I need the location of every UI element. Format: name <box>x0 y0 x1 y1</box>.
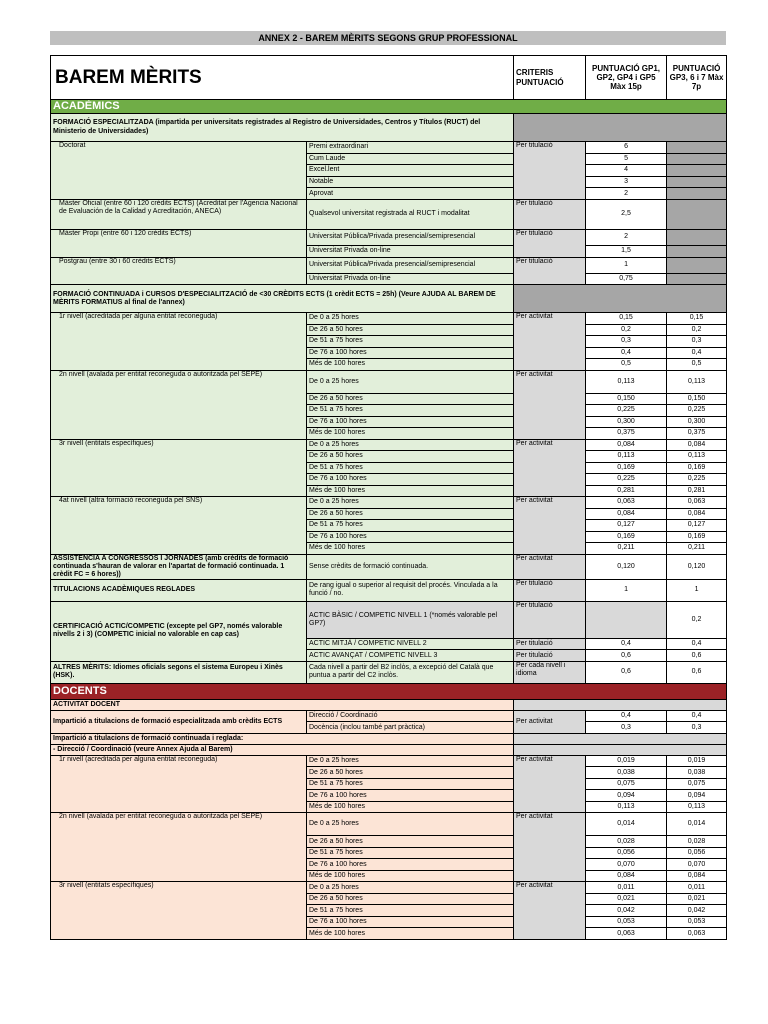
row-description: Universitat Privada on-line <box>307 273 514 285</box>
group-label: TITULACIONS ACADÈMIQUES REGLADES <box>51 579 307 601</box>
score-gp1: 4 <box>586 165 667 177</box>
score-gp3: 0,375 <box>667 428 727 440</box>
score-gp3: 0,300 <box>667 416 727 428</box>
block-title: FORMACIÓ CONTINUADA i CURSOS D'ESPECIALITZACIÓ de <30 CRÈDITS ECTS (1 crèdit ECTS = 25h) (Veure AJUDA AL BAREM DE MÈRITS FORMATIUS al final de l'annex) <box>51 285 514 313</box>
criteria: Per titulació <box>514 229 586 257</box>
table-row <box>51 601 727 638</box>
score-gp3: 0,169 <box>667 462 727 474</box>
row-description: De 76 a 100 hores <box>307 416 514 428</box>
row-description: Direcció / Coordinació <box>307 710 514 722</box>
score-gp1: 0,070 <box>586 859 667 871</box>
score-gp1: 0,211 <box>586 543 667 555</box>
row-description: De 76 a 100 hores <box>307 790 514 802</box>
score-gp1: 0,084 <box>586 439 667 451</box>
row-description: De 51 a 75 hores <box>307 405 514 417</box>
row-description: De 0 a 25 hores <box>307 813 514 836</box>
page-title: BAREM MÈRITS <box>51 56 514 100</box>
score-gp3: 0,014 <box>667 813 727 836</box>
score-gp3: 0,15 <box>667 313 727 325</box>
score-gp1: 0,4 <box>586 710 667 722</box>
score-gp3 <box>667 229 727 245</box>
score-gp3: 1 <box>667 579 727 601</box>
row-description: De 51 a 75 hores <box>307 905 514 917</box>
score-gp1: 0,169 <box>586 531 667 543</box>
score-gp3: 0,094 <box>667 790 727 802</box>
score-gp3: 0,113 <box>667 451 727 463</box>
score-gp1: 0,2 <box>586 324 667 336</box>
score-gp3: 0,5 <box>667 359 727 371</box>
criteria: Per activitat <box>514 813 586 882</box>
score-gp3 <box>667 199 727 229</box>
table-row <box>51 710 727 722</box>
section-docents: DOCENTS <box>51 683 727 699</box>
criteria: Per activitat <box>514 439 586 497</box>
table-row <box>51 882 727 894</box>
row-description: Docència (inclou també part pràctica) <box>307 722 514 734</box>
score-gp3: 0,127 <box>667 520 727 532</box>
table-row <box>51 554 727 579</box>
row-description: Universitat Privada on-line <box>307 245 514 257</box>
score-gp1: 3 <box>586 176 667 188</box>
score-gp1: 0,5 <box>586 359 667 371</box>
criteria: Per titulació <box>514 142 586 200</box>
score-gp1: 0,094 <box>586 790 667 802</box>
score-gp3: 0,084 <box>667 439 727 451</box>
score-gp3: 0,169 <box>667 531 727 543</box>
score-gp1: 0,028 <box>586 836 667 848</box>
group-label: Màster Oficial (entre 60 i 120 crèdits ECTS) (Acreditat per l'Agencia Nacional de Evaluación de la Calidad y Acreditación, ANECA) <box>51 199 307 229</box>
score-gp1: 2 <box>586 188 667 200</box>
row-description: De 76 a 100 hores <box>307 859 514 871</box>
group-label: 3r nivell (entitats específiques) <box>51 439 307 497</box>
score-gp3 <box>667 165 727 177</box>
row-description: De 0 a 25 hores <box>307 882 514 894</box>
score-gp1: 2,5 <box>586 199 667 229</box>
row-description: Cada nivell a partir del B2 inclòs, a excepció del Català que puntua a partir del C2 inclòs. <box>307 661 514 683</box>
table-row <box>51 813 727 836</box>
row-description: Notable <box>307 176 514 188</box>
row-description: De 26 a 50 hores <box>307 393 514 405</box>
score-gp3: 0,084 <box>667 508 727 520</box>
row-description: De 26 a 50 hores <box>307 767 514 779</box>
group-label: Impartició a titulacions de formació especialitzada amb crèdits ECTS <box>51 710 307 733</box>
col-gp3-header: PUNTUACIÓ GP3, 6 i 7 Màx 7p <box>667 56 727 100</box>
row-description: De 0 a 25 hores <box>307 370 514 393</box>
row-description: De 0 a 25 hores <box>307 497 514 509</box>
filler <box>514 285 727 313</box>
row-description: Més de 100 hores <box>307 359 514 371</box>
table-row <box>51 661 727 683</box>
score-gp3 <box>667 245 727 257</box>
score-gp3 <box>667 176 727 188</box>
row-description: Més de 100 hores <box>307 485 514 497</box>
score-gp1: 0,063 <box>586 497 667 509</box>
group-label: 2n nivell (avalada per entitat reconeguda o autoritzada pel SEPE) <box>51 813 307 882</box>
group-label: 2n nivell (avalada per entitat reconeguda o autoritzada pel SEPE) <box>51 370 307 439</box>
score-gp3: 0,4 <box>667 710 727 722</box>
score-gp3: 0,042 <box>667 905 727 917</box>
row-description: De 76 a 100 hores <box>307 347 514 359</box>
score-gp3: 0,113 <box>667 370 727 393</box>
score-gp1: 0,113 <box>586 801 667 813</box>
score-gp3: 0,6 <box>667 650 727 662</box>
score-gp1: 0,281 <box>586 485 667 497</box>
score-gp1: 0,300 <box>586 416 667 428</box>
group-label: Màster Propi (entre 60 i 120 crèdits ECTS) <box>51 229 307 257</box>
criteria: Per titulació <box>514 257 586 285</box>
row-description: De 76 a 100 hores <box>307 531 514 543</box>
score-gp3: 0,011 <box>667 882 727 894</box>
score-gp1: 0,3 <box>586 336 667 348</box>
table-row <box>51 579 727 601</box>
block-title: FORMACIÓ ESPECIALITZADA (impartida per universitats registrades al Registro de Universidades, Centros y Títulos (RUCT) del Ministerio de Universidades) <box>51 114 514 142</box>
score-gp1: 0,150 <box>586 393 667 405</box>
score-gp1: 0,4 <box>586 638 667 650</box>
score-gp1: 0,014 <box>586 813 667 836</box>
score-gp3: 0,019 <box>667 755 727 767</box>
score-gp3 <box>667 153 727 165</box>
group-label: Doctorat <box>51 142 307 200</box>
score-gp3: 0,6 <box>667 661 727 683</box>
filler <box>514 733 727 744</box>
block-title: ACTIVITAT DOCENT <box>51 699 514 710</box>
section-academics: ACADÈMICS <box>51 100 727 114</box>
score-gp3: 0,211 <box>667 543 727 555</box>
score-gp1: 1 <box>586 257 667 273</box>
table-row <box>51 370 727 393</box>
score-gp3: 0,056 <box>667 847 727 859</box>
score-gp1: 0,120 <box>586 554 667 579</box>
row-description: De 76 a 100 hores <box>307 916 514 928</box>
score-gp3: 0,3 <box>667 336 727 348</box>
score-gp1: 0,225 <box>586 474 667 486</box>
score-gp1: 0,113 <box>586 370 667 393</box>
row-description: De 51 a 75 hores <box>307 778 514 790</box>
row-description: De 0 a 25 hores <box>307 439 514 451</box>
score-gp1: 0,011 <box>586 882 667 894</box>
group-label: 4at nivell (altra formació reconeguda pel SNS) <box>51 497 307 555</box>
filler <box>514 744 727 755</box>
row-description: Qualsevol universitat registrada al RUCT i modalitat <box>307 199 514 229</box>
criteria: Per activitat <box>514 313 586 371</box>
score-gp1: 0,127 <box>586 520 667 532</box>
table-row <box>51 497 727 509</box>
score-gp3: 0,225 <box>667 474 727 486</box>
score-gp1: 1,5 <box>586 245 667 257</box>
score-gp1: 5 <box>586 153 667 165</box>
row-description: De rang igual o superior al requisit del procés. Vinculada a la funció / no. <box>307 579 514 601</box>
score-gp1: 0,063 <box>586 928 667 940</box>
score-gp3 <box>667 142 727 154</box>
score-gp1: 0,225 <box>586 405 667 417</box>
row-description: Cum Laude <box>307 153 514 165</box>
criteria: Per titulació <box>514 601 586 638</box>
score-gp1: 0,019 <box>586 755 667 767</box>
score-gp1: 0,075 <box>586 778 667 790</box>
score-gp3: 0,028 <box>667 836 727 848</box>
criteria: Per activitat <box>514 882 586 940</box>
row-description: Premi extraordinari <box>307 142 514 154</box>
score-gp3: 0,070 <box>667 859 727 871</box>
score-gp1: 0,3 <box>586 722 667 734</box>
row-description: Universitat Pública/Privada presencial/semipresencial <box>307 229 514 245</box>
row-description: Més de 100 hores <box>307 928 514 940</box>
score-gp1: 2 <box>586 229 667 245</box>
filler <box>514 699 727 710</box>
block-subtitle: - Direcció / Coordinació (veure Annex Ajuda al Barem) <box>51 744 514 755</box>
group-label: 1r nivell (acreditada per alguna entitat reconeguda) <box>51 313 307 371</box>
score-gp3: 0,038 <box>667 767 727 779</box>
row-description: Excel.lent <box>307 165 514 177</box>
score-gp3: 0,084 <box>667 870 727 882</box>
criteria: Per activitat <box>514 755 586 813</box>
criteria: Per titulació <box>514 650 586 662</box>
group-label: CERTIFICACIÓ ACTIC/COMPETIC (excepte pel GP7, només valorable nivells 2 i 3) (COMPETIC inicial no valorable en cap cas) <box>51 601 307 661</box>
criteria: Per titulació <box>514 579 586 601</box>
criteria: Per titulació <box>514 638 586 650</box>
row-description: Més de 100 hores <box>307 801 514 813</box>
score-gp3 <box>667 273 727 285</box>
score-gp3: 0,120 <box>667 554 727 579</box>
row-description: De 26 a 50 hores <box>307 508 514 520</box>
row-description: De 26 a 50 hores <box>307 893 514 905</box>
score-gp1: 0,75 <box>586 273 667 285</box>
score-gp1: 0,4 <box>586 347 667 359</box>
annex-title: ANNEX 2 - BAREM MÈRITS SEGONS GRUP PROFESSIONAL <box>50 31 726 45</box>
table-row <box>51 199 727 229</box>
score-gp3: 0,4 <box>667 347 727 359</box>
score-gp1: 0,6 <box>586 661 667 683</box>
score-gp1: 1 <box>586 579 667 601</box>
score-gp1: 0,6 <box>586 650 667 662</box>
group-label: ALTRES MÈRITS: Idiomes oficials segons el sistema Europeu i Xinès (HSK). <box>51 661 307 683</box>
row-description: ACTIC BÀSIC / COMPETIC NIVELL 1 (*només valorable pel GP7) <box>307 601 514 638</box>
barem-table <box>50 55 727 940</box>
score-gp1: 0,15 <box>586 313 667 325</box>
score-gp1: 0,042 <box>586 905 667 917</box>
row-description: Més de 100 hores <box>307 428 514 440</box>
row-description: Més de 100 hores <box>307 543 514 555</box>
score-gp3 <box>667 188 727 200</box>
row-description: ACTIC MITJÀ / COMPETIC NIVELL 2 <box>307 638 514 650</box>
table-row <box>51 257 727 273</box>
table-row <box>51 313 727 325</box>
row-description: De 26 a 50 hores <box>307 324 514 336</box>
row-description: Més de 100 hores <box>307 870 514 882</box>
score-gp1: 0,056 <box>586 847 667 859</box>
score-gp3: 0,4 <box>667 638 727 650</box>
group-label: 3r nivell (entitats específiques) <box>51 882 307 940</box>
col-gp1-header: PUNTUACIÓ GP1, GP2, GP4 i GP5 Màx 15p <box>586 56 667 100</box>
score-gp3: 0,063 <box>667 928 727 940</box>
criteria: Per activitat <box>514 710 586 733</box>
row-description: Universitat Pública/Privada presencial/semipresencial <box>307 257 514 273</box>
col-criteris-header: CRITERIS PUNTUACIÓ <box>514 56 586 100</box>
row-description: De 51 a 75 hores <box>307 336 514 348</box>
group-label: ASSISTÈNCIA A CONGRESSOS I JORNADES (amb crèdits de formació continuada s'hauran de valorar en l'apartat de formació continuada. 1 crèdit FC = 6 hores)) <box>51 554 307 579</box>
table-row <box>51 229 727 245</box>
score-gp3: 0,150 <box>667 393 727 405</box>
row-description: De 26 a 50 hores <box>307 451 514 463</box>
score-gp3: 0,2 <box>667 324 727 336</box>
score-gp3: 0,063 <box>667 497 727 509</box>
row-description: De 51 a 75 hores <box>307 847 514 859</box>
score-gp3: 0,053 <box>667 916 727 928</box>
criteria: Per activitat <box>514 554 586 579</box>
row-description: De 51 a 75 hores <box>307 520 514 532</box>
row-description: De 76 a 100 hores <box>307 474 514 486</box>
table-row <box>51 142 727 154</box>
row-description: ACTIC AVANÇAT / COMPETIC NIVELL 3 <box>307 650 514 662</box>
table-row <box>51 439 727 451</box>
criteria: Per cada nivell i idioma <box>514 661 586 683</box>
score-gp3: 0,3 <box>667 722 727 734</box>
row-description: De 0 a 25 hores <box>307 313 514 325</box>
score-gp1 <box>586 601 667 638</box>
score-gp1: 0,084 <box>586 870 667 882</box>
score-gp3: 0,225 <box>667 405 727 417</box>
score-gp3: 0,2 <box>667 601 727 638</box>
filler <box>514 114 727 142</box>
score-gp3: 0,281 <box>667 485 727 497</box>
group-label: Postgrau (entre 30 i 60 crèdits ECTS) <box>51 257 307 285</box>
score-gp1: 0,113 <box>586 451 667 463</box>
row-description: De 26 a 50 hores <box>307 836 514 848</box>
row-description: Sense crèdits de formació continuada. <box>307 554 514 579</box>
row-description: Aprovat <box>307 188 514 200</box>
score-gp1: 0,038 <box>586 767 667 779</box>
group-label: 1r nivell (acreditada per alguna entitat reconeguda) <box>51 755 307 813</box>
score-gp3 <box>667 257 727 273</box>
score-gp1: 0,375 <box>586 428 667 440</box>
score-gp3: 0,021 <box>667 893 727 905</box>
row-description: De 0 a 25 hores <box>307 755 514 767</box>
block-title: Impartició a titulacions de formació continuada i reglada: <box>51 733 514 744</box>
table-row <box>51 755 727 767</box>
row-description: De 51 a 75 hores <box>307 462 514 474</box>
criteria: Per activitat <box>514 497 586 555</box>
score-gp3: 0,075 <box>667 778 727 790</box>
score-gp1: 0,021 <box>586 893 667 905</box>
score-gp1: 0,084 <box>586 508 667 520</box>
criteria: Per activitat <box>514 370 586 439</box>
score-gp1: 0,169 <box>586 462 667 474</box>
score-gp1: 6 <box>586 142 667 154</box>
score-gp3: 0,113 <box>667 801 727 813</box>
score-gp1: 0,053 <box>586 916 667 928</box>
criteria: Per titulació <box>514 199 586 229</box>
